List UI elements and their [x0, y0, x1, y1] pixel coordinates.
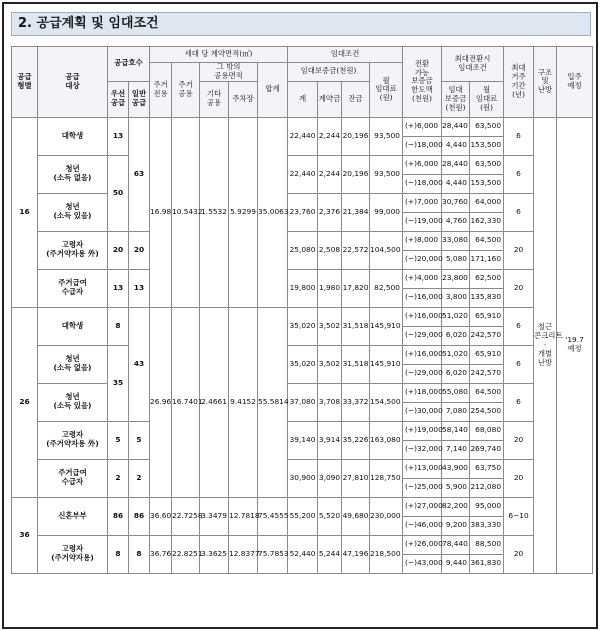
- conv-rent-cell: 63,500: [470, 117, 504, 136]
- conversion-limit-cell: (+)4,000: [403, 269, 442, 288]
- conv-deposit-cell: 3,800: [442, 288, 470, 307]
- exclusive-area-cell: 26.96: [150, 307, 172, 497]
- conv-deposit-cell: 58,140: [442, 421, 470, 440]
- monthly-rent-cell: 82,500: [370, 269, 403, 307]
- deposit-total-cell: 22,440: [288, 155, 318, 193]
- shared-area-cell: 22.7258: [172, 497, 200, 535]
- conversion-limit-cell: (+)7,000: [403, 193, 442, 212]
- conv-deposit-cell: 9,200: [442, 516, 470, 535]
- conv-rent-cell: 62,500: [470, 269, 504, 288]
- general-supply-cell: 20: [129, 231, 150, 269]
- table-row: [12, 307, 593, 326]
- priority-supply-cell: 13: [108, 269, 129, 307]
- conversion-limit-cell: (+)16,000: [403, 307, 442, 326]
- table-row: [12, 383, 593, 402]
- monthly-rent-cell: 230,000: [370, 497, 403, 535]
- conv-rent-cell: 135,830: [470, 288, 504, 307]
- deposit-total-cell: 39,140: [288, 421, 318, 459]
- balance-cell: 31,518: [342, 345, 370, 383]
- contract-fee-cell: 3,914: [318, 421, 342, 459]
- monthly-rent-cell: 104,500: [370, 231, 403, 269]
- balance-cell: 49,680: [342, 497, 370, 535]
- header-conv-rent: 월 임대료 (원): [470, 81, 504, 117]
- conv-deposit-cell: 51,020: [442, 345, 470, 364]
- header-area-group: 세대 당 계약면적(㎡): [150, 47, 288, 63]
- conversion-limit-cell: (−)25,000: [403, 478, 442, 497]
- priority-supply-cell: 5: [108, 421, 129, 459]
- exclusive-area-cell: 36.76: [150, 535, 172, 573]
- contract-fee-cell: 1,980: [318, 269, 342, 307]
- conv-rent-cell: 63,750: [470, 459, 504, 478]
- supply-target-cell: 고령자 (주거약자용 外): [38, 421, 108, 459]
- deposit-total-cell: 37,080: [288, 383, 318, 421]
- conv-rent-cell: 269,740: [470, 440, 504, 459]
- supply-target-cell: 고령자 (주거약자용 外): [38, 231, 108, 269]
- supply-target-cell: 청년 (소득 있음): [38, 193, 108, 231]
- conversion-limit-cell: (−)46,000: [403, 516, 442, 535]
- conv-rent-cell: 64,000: [470, 193, 504, 212]
- conv-rent-cell: 65,910: [470, 345, 504, 364]
- conv-deposit-cell: 43,900: [442, 459, 470, 478]
- conversion-limit-cell: (−)18,000: [403, 136, 442, 155]
- conv-rent-cell: 153,500: [470, 136, 504, 155]
- general-supply-cell: 5: [129, 421, 150, 459]
- conv-deposit-cell: 7,140: [442, 440, 470, 459]
- supply-type-cell: 36: [12, 497, 38, 573]
- parking-area-cell: 5.9299: [229, 117, 258, 307]
- header-supply-units: 공급호수: [108, 47, 150, 82]
- conversion-limit-cell: (−)20,000: [403, 250, 442, 269]
- contract-fee-cell: 2,508: [318, 231, 342, 269]
- conv-deposit-cell: 4,760: [442, 212, 470, 231]
- conv-rent-cell: 162,330: [470, 212, 504, 231]
- monthly-rent-cell: 218,500: [370, 535, 403, 573]
- conv-rent-cell: 383,330: [470, 516, 504, 535]
- conv-rent-cell: 63,500: [470, 155, 504, 174]
- supply-target-cell: 대학생: [38, 117, 108, 155]
- table-row: [12, 535, 593, 554]
- other-shared-cell: 2.4661: [200, 307, 229, 497]
- section-title: 2. 공급계획 및 임대조건: [11, 12, 591, 36]
- deposit-total-cell: 23,760: [288, 193, 318, 231]
- exclusive-area-cell: 36.60: [150, 497, 172, 535]
- table-row: [12, 459, 593, 478]
- conversion-limit-cell: (+)27,000: [403, 497, 442, 516]
- monthly-rent-cell: 154,500: [370, 383, 403, 421]
- conversion-limit-cell: (+)13,000: [403, 459, 442, 478]
- parking-area-cell: 9.4152: [229, 307, 258, 497]
- conversion-limit-cell: (−)29,000: [403, 364, 442, 383]
- balance-cell: 20,196: [342, 155, 370, 193]
- conversion-limit-cell: (+)26,000: [403, 535, 442, 554]
- table-row: [12, 345, 593, 364]
- conv-rent-cell: 242,570: [470, 326, 504, 345]
- max-residence-cell: 20: [504, 421, 534, 459]
- deposit-total-cell: 22,440: [288, 117, 318, 155]
- supply-target-cell: 고령자 (주거약자용): [38, 535, 108, 573]
- contract-fee-cell: 5,520: [318, 497, 342, 535]
- conv-rent-cell: 95,000: [470, 497, 504, 516]
- balance-cell: 33,372: [342, 383, 370, 421]
- total-area-cell: 35.0063: [258, 117, 288, 307]
- conv-deposit-cell: 78,440: [442, 535, 470, 554]
- shared-area-cell: 10.5432: [172, 117, 200, 307]
- conv-rent-cell: 171,160: [470, 250, 504, 269]
- contract-fee-cell: 3,502: [318, 345, 342, 383]
- max-residence-cell: 6: [504, 155, 534, 193]
- other-shared-cell: 1.5532: [200, 117, 229, 307]
- exclusive-area-cell: 16.98: [150, 117, 172, 307]
- table-row: [12, 421, 593, 440]
- conversion-limit-cell: (−)18,000: [403, 174, 442, 193]
- conv-rent-cell: 212,080: [470, 478, 504, 497]
- priority-supply-cell: 13: [108, 117, 129, 155]
- general-supply-cell: 86: [129, 497, 150, 535]
- header-other-shared-group: 그 밖의 공용면적: [200, 63, 258, 82]
- shared-area-cell: 22.8251: [172, 535, 200, 573]
- table-row: [12, 155, 593, 174]
- other-shared-cell: 3.3479: [200, 497, 229, 535]
- conversion-limit-cell: (+)18,000: [403, 383, 442, 402]
- general-supply-cell: 2: [129, 459, 150, 497]
- supply-target-cell: 청년 (소득 없음): [38, 345, 108, 383]
- conversion-limit-cell: (−)19,000: [403, 212, 442, 231]
- max-residence-cell: 20: [504, 459, 534, 497]
- header-max-residence: 최대 거주 기간 (년): [504, 47, 534, 118]
- conversion-limit-cell: (−)43,000: [403, 554, 442, 573]
- conv-rent-cell: 242,570: [470, 364, 504, 383]
- deposit-total-cell: 35,020: [288, 307, 318, 345]
- priority-supply-cell: 2: [108, 459, 129, 497]
- deposit-total-cell: 55,200: [288, 497, 318, 535]
- max-residence-cell: 6: [504, 193, 534, 231]
- balance-cell: 35,226: [342, 421, 370, 459]
- priority-supply-cell: 50: [108, 155, 129, 231]
- header-monthly-rent: 월 임대료 (원): [370, 63, 403, 118]
- priority-supply-cell: 35: [108, 345, 129, 421]
- other-shared-cell: 3.3625: [200, 535, 229, 573]
- conversion-limit-cell: (+)6,000: [403, 155, 442, 174]
- conv-deposit-cell: 82,200: [442, 497, 470, 516]
- balance-cell: 17,820: [342, 269, 370, 307]
- conv-deposit-cell: 51,020: [442, 307, 470, 326]
- contract-fee-cell: 5,244: [318, 535, 342, 573]
- conversion-limit-cell: (+)16,000: [403, 345, 442, 364]
- max-residence-cell: 6: [504, 345, 534, 383]
- document-frame: [2, 2, 598, 629]
- header-shared-area: 주거 공용: [172, 63, 200, 118]
- supply-target-cell: 신혼부부: [38, 497, 108, 535]
- general-supply-cell: 13: [129, 269, 150, 307]
- header-max-conversion: 최대전환시 임대조건: [442, 47, 504, 82]
- max-residence-cell: 6: [504, 307, 534, 345]
- header-balance: 잔금: [342, 81, 370, 117]
- conv-rent-cell: 65,910: [470, 307, 504, 326]
- header-deposit-group: 임대보증금(천원): [288, 63, 370, 82]
- total-area-cell: 55.5814: [258, 307, 288, 497]
- priority-supply-cell: 20: [108, 231, 129, 269]
- contract-fee-cell: 3,090: [318, 459, 342, 497]
- move-in-cell: '19.7 예정: [557, 117, 593, 573]
- monthly-rent-cell: 99,000: [370, 193, 403, 231]
- conversion-limit-cell: (+)8,000: [403, 231, 442, 250]
- balance-cell: 22,572: [342, 231, 370, 269]
- header-exclusive-area: 주거 전용: [150, 63, 172, 118]
- conv-deposit-cell: 7,080: [442, 402, 470, 421]
- table-row: [12, 269, 593, 288]
- header-move-in: 입주 예정: [557, 47, 593, 118]
- supply-lease-table: [11, 46, 593, 574]
- conv-deposit-cell: 30,760: [442, 193, 470, 212]
- supply-target-cell: 주거급여 수급자: [38, 459, 108, 497]
- conv-deposit-cell: 4,440: [442, 136, 470, 155]
- header-general-supply: 일반 공급: [129, 81, 150, 117]
- deposit-total-cell: 30,900: [288, 459, 318, 497]
- general-supply-cell: 63: [129, 117, 150, 231]
- conv-deposit-cell: 4,440: [442, 174, 470, 193]
- priority-supply-cell: 8: [108, 535, 129, 573]
- header-conversion-limit: 전환 가능 보증금 한도액 (천원): [403, 47, 442, 118]
- contract-fee-cell: 2,244: [318, 155, 342, 193]
- header-deposit-total: 계: [288, 81, 318, 117]
- monthly-rent-cell: 163,080: [370, 421, 403, 459]
- conv-deposit-cell: 6,020: [442, 364, 470, 383]
- header-supply-type: 공급 형별: [12, 47, 38, 118]
- header-structure: 구조 및 난방: [534, 47, 557, 118]
- supply-target-cell: 청년 (소득 없음): [38, 155, 108, 193]
- total-area-cell: 75.4555: [258, 497, 288, 535]
- contract-fee-cell: 3,708: [318, 383, 342, 421]
- monthly-rent-cell: 145,910: [370, 345, 403, 383]
- table-row: [12, 497, 593, 516]
- contract-fee-cell: 2,244: [318, 117, 342, 155]
- supply-type-cell: 16: [12, 117, 38, 307]
- deposit-total-cell: 19,800: [288, 269, 318, 307]
- monthly-rent-cell: 93,500: [370, 117, 403, 155]
- table-header: [12, 47, 593, 118]
- conversion-limit-cell: (−)16,000: [403, 288, 442, 307]
- conv-rent-cell: 361,830: [470, 554, 504, 573]
- header-other-shared: 기타 공용: [200, 81, 229, 117]
- parking-area-cell: 12.7818: [229, 497, 258, 535]
- shared-area-cell: 16.7401: [172, 307, 200, 497]
- conversion-limit-cell: (−)30,000: [403, 402, 442, 421]
- conversion-limit-cell: (−)32,000: [403, 440, 442, 459]
- max-residence-cell: 20: [504, 269, 534, 307]
- monthly-rent-cell: 128,750: [370, 459, 403, 497]
- supply-target-cell: 대학생: [38, 307, 108, 345]
- conversion-limit-cell: (+)6,000: [403, 117, 442, 136]
- conv-rent-cell: 153,500: [470, 174, 504, 193]
- monthly-rent-cell: 145,910: [370, 307, 403, 345]
- conversion-limit-cell: (−)29,000: [403, 326, 442, 345]
- contract-fee-cell: 2,376: [318, 193, 342, 231]
- header-parking: 주차장: [229, 81, 258, 117]
- supply-target-cell: 주거급여 수급자: [38, 269, 108, 307]
- max-residence-cell: 6~10: [504, 497, 534, 535]
- header-contract-fee: 계약금: [318, 81, 342, 117]
- conv-deposit-cell: 6,020: [442, 326, 470, 345]
- contract-fee-cell: 3,502: [318, 307, 342, 345]
- conv-rent-cell: 68,080: [470, 421, 504, 440]
- conversion-limit-cell: (+)19,000: [403, 421, 442, 440]
- balance-cell: 20,196: [342, 117, 370, 155]
- conv-deposit-cell: 23,800: [442, 269, 470, 288]
- structure-cell: 철근 콘크리트 · 개별 난방: [534, 117, 557, 573]
- conv-rent-cell: 88,500: [470, 535, 504, 554]
- supply-target-cell: 청년 (소득 있음): [38, 383, 108, 421]
- conv-rent-cell: 64,500: [470, 231, 504, 250]
- header-total-area: 합계: [258, 63, 288, 118]
- conv-deposit-cell: 5,080: [442, 250, 470, 269]
- table-row: [12, 231, 593, 250]
- balance-cell: 27,810: [342, 459, 370, 497]
- header-lease-group: 임대조건: [288, 47, 403, 63]
- monthly-rent-cell: 93,500: [370, 155, 403, 193]
- header-supply-target: 공급 대상: [38, 47, 108, 118]
- general-supply-cell: 8: [129, 535, 150, 573]
- deposit-total-cell: 52,440: [288, 535, 318, 573]
- header-priority-supply: 우선 공급: [108, 81, 129, 117]
- max-residence-cell: 6: [504, 383, 534, 421]
- conv-rent-cell: 64,500: [470, 383, 504, 402]
- balance-cell: 31,518: [342, 307, 370, 345]
- deposit-total-cell: 25,080: [288, 231, 318, 269]
- conv-deposit-cell: 5,900: [442, 478, 470, 497]
- header-conv-deposit: 임대 보증금 (천원): [442, 81, 470, 117]
- conv-deposit-cell: 55,080: [442, 383, 470, 402]
- table-body: [12, 117, 593, 573]
- parking-area-cell: 12.8377: [229, 535, 258, 573]
- table-row: [12, 193, 593, 212]
- deposit-total-cell: 35,020: [288, 345, 318, 383]
- conv-deposit-cell: 28,440: [442, 155, 470, 174]
- conv-deposit-cell: 33,080: [442, 231, 470, 250]
- table-row: [12, 117, 593, 136]
- balance-cell: 21,384: [342, 193, 370, 231]
- priority-supply-cell: 86: [108, 497, 129, 535]
- conv-deposit-cell: 9,440: [442, 554, 470, 573]
- general-supply-cell: 43: [129, 307, 150, 421]
- max-residence-cell: 6: [504, 117, 534, 155]
- balance-cell: 47,196: [342, 535, 370, 573]
- supply-type-cell: 26: [12, 307, 38, 497]
- total-area-cell: 75.7853: [258, 535, 288, 573]
- max-residence-cell: 20: [504, 535, 534, 573]
- priority-supply-cell: 8: [108, 307, 129, 345]
- conv-deposit-cell: 28,440: [442, 117, 470, 136]
- conv-rent-cell: 254,500: [470, 402, 504, 421]
- max-residence-cell: 20: [504, 231, 534, 269]
